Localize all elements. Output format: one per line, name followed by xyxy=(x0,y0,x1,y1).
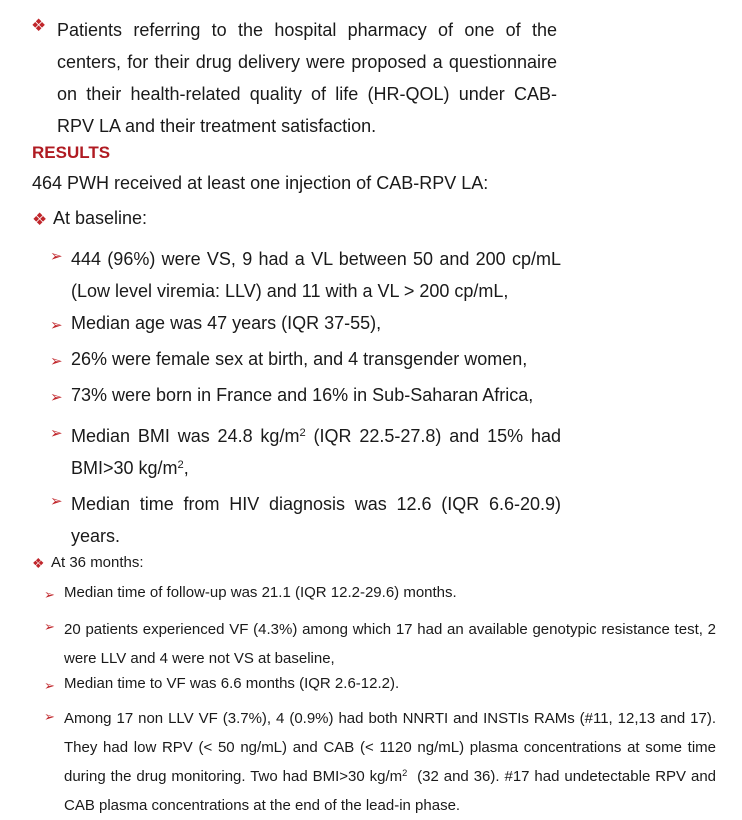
results-heading: RESULTS xyxy=(32,143,111,162)
month36-label: At 36 months: xyxy=(51,554,144,571)
month36-item: Median time of follow-up was 21.1 (IQR 12.2-29.6) months. xyxy=(64,584,457,601)
arrow-bullet-icon: ➢ xyxy=(50,493,63,510)
arrow-bullet-icon: ➢ xyxy=(50,248,63,265)
diamond-bullet-icon: ❖ xyxy=(31,16,47,35)
baseline-item: 26% were female sex at birth, and 4 transgender women, xyxy=(71,349,528,369)
diamond-bullet-icon: ❖ xyxy=(32,555,45,571)
baseline-item: 73% were born in France and 16% in Sub-Saharan Africa, xyxy=(71,385,534,405)
results-lead: 464 PWH received at least one injection of CAB-RPV LA: xyxy=(32,173,489,193)
arrow-bullet-icon: ➢ xyxy=(44,709,55,724)
arrow-bullet-icon: ➢ xyxy=(44,678,55,693)
baseline-item: Median time from HIV diagnosis was 12.6 (IQR 6.6-20.9) years. xyxy=(71,494,561,546)
arrow-bullet-icon: ➢ xyxy=(50,353,63,370)
arrow-bullet-icon: ➢ xyxy=(50,389,63,406)
baseline-item: 444 (96%) were VS, 9 had a VL between 50 and 200 cp/mL (Low level viremia: LLV) and 11 with a VL > 200 cp/mL, xyxy=(71,249,561,301)
arrow-bullet-icon: ➢ xyxy=(44,587,55,602)
month36-item: Median time to VF was 6.6 months (IQR 2.6-12.2). xyxy=(64,675,400,692)
month36-item: 20 patients experienced VF (4.3%) among which 17 had an available genotypic resistance test, 2 were LLV and 4 were not VS at baseline, xyxy=(64,621,716,667)
baseline-label: At baseline: xyxy=(53,208,148,228)
arrow-bullet-icon: ➢ xyxy=(44,619,55,634)
baseline-item: Median BMI was 24.8 $kg/m^2$ (IQR 22.5-27.8) and 15% had BMI>30 $kg/m^2$, xyxy=(71,426,561,478)
month36-item: Among 17 non LLV VF (3.7%), 4 (0.9%) had both NNRTI and INSTIs RAMs (#11, 12,13 and 17). They had low RPV (< 50 ng/mL) and CAB (< 1120 ng/mL) plasma concentrations at some time during the drug monitoring. Two had BMI>30 $kg/m^2$ (32 and 36). #17 had undetectable RPV and CAB plasma concentrations at the end of the lead-in phase. xyxy=(64,710,721,814)
diamond-bullet-icon: ❖ xyxy=(32,210,48,229)
intro-paragraph: Patients referring to the hospital pharmacy of one of the centers, for their drug delivery were proposed a questionnaire on their health-related quality of life (HR-QOL) under CAB-RPV LA and their treatment satisfaction. xyxy=(57,20,557,136)
arrow-bullet-icon: ➢ xyxy=(50,425,63,442)
baseline-item: Median age was 47 years (IQR 37-55), xyxy=(71,313,382,333)
arrow-bullet-icon: ➢ xyxy=(50,317,63,334)
